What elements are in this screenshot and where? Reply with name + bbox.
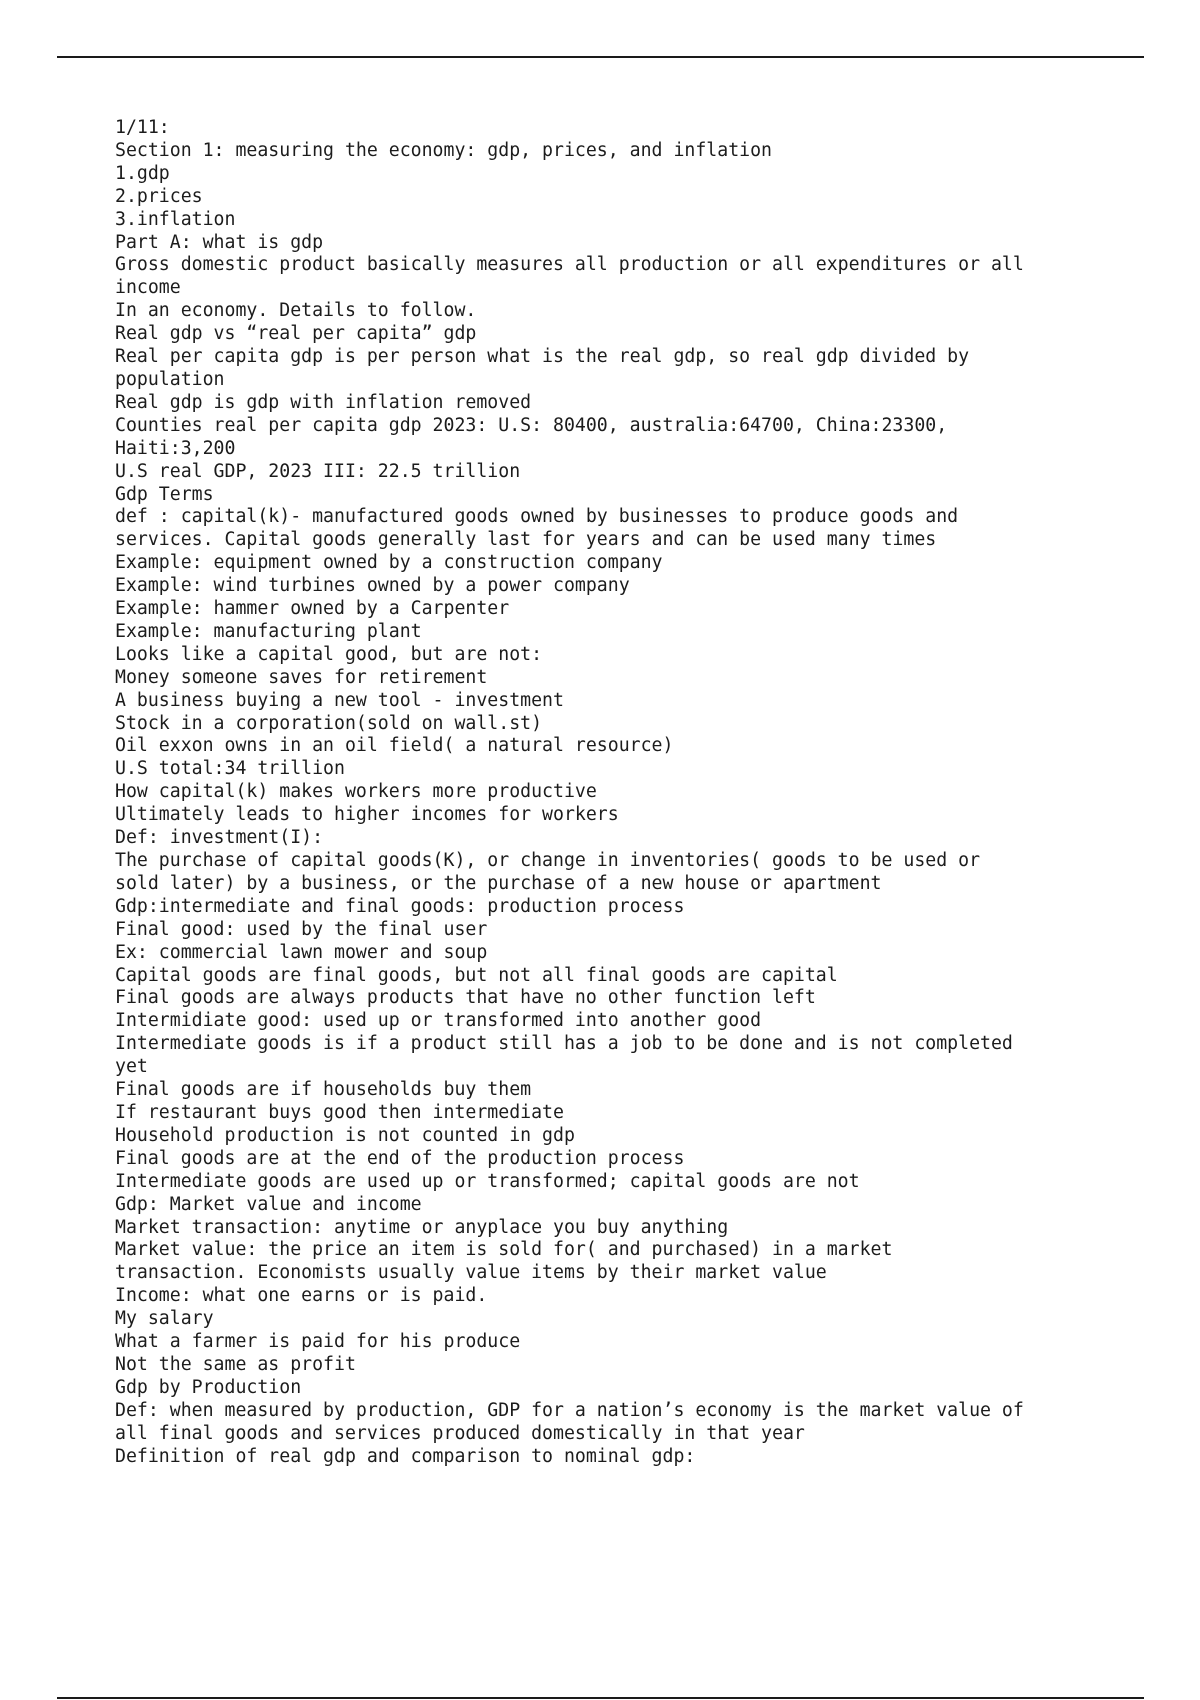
note-line: U.S real GDP, 2023 III: 22.5 trillion (115, 460, 521, 482)
note-line: services. Capital goods generally last for years and can be used many times (115, 529, 937, 551)
note-line: population (115, 368, 225, 390)
note-line: transaction. Economists usually value items by their market value (115, 1262, 827, 1284)
note-line: sold later) by a business, or the purchase of a new house or apartment (115, 872, 882, 894)
note-line: Section 1: measuring the economy: gdp, prices, and inflation (115, 139, 772, 161)
note-line: Part A: what is gdp (115, 231, 324, 253)
note-line: Market transaction: anytime or anyplace you buy anything (115, 1216, 729, 1238)
note-line: Household production is not counted in gdp (115, 1124, 575, 1146)
note-line: Counties real per capita gdp 2023: U.S: 80400, australia:64700, China:23300, (115, 414, 948, 436)
note-line: Def: when measured by production, GDP for a nation’s economy is the market value of (115, 1399, 1024, 1421)
note-line: Def: investment(I): (115, 827, 324, 849)
note-line: income (115, 277, 181, 299)
note-line: Example: hammer owned by a Carpenter (115, 598, 510, 620)
header-rule (57, 56, 1144, 58)
note-line: def : capital(k)- manufactured goods owned by businesses to produce goods and (115, 506, 959, 528)
note-line: Example: equipment owned by a construction company (115, 552, 663, 574)
notes-body (115, 117, 1155, 1468)
note-line: Gross domestic product basically measures all production or all expenditures or all (115, 254, 1024, 276)
note-line: Final goods are if households buy them (115, 1079, 532, 1101)
note-line: If restaurant buys good then intermediate (115, 1101, 564, 1123)
note-line: Ultimately leads to higher incomes for workers (115, 804, 619, 826)
note-line: My salary (115, 1308, 214, 1330)
note-line: Intermediate goods is if a product still has a job to be done and is not completed (115, 1033, 1013, 1055)
note-line: 2.prices (115, 185, 203, 207)
note-line: Final good: used by the final user (115, 918, 488, 940)
note-line: Oil exxon owns in an oil field( a natural resource) (115, 735, 674, 757)
note-line: Looks like a capital good, but are not: (115, 643, 543, 665)
footer-rule (57, 1697, 1144, 1699)
note-line: Income: what one earns or is paid. (115, 1285, 488, 1307)
note-line: Not the same as profit (115, 1353, 356, 1375)
note-line: Market value: the price an item is sold for( and purchased) in a market (115, 1239, 893, 1261)
note-line: 1/11: (115, 117, 170, 138)
note-line: The purchase of capital goods(K), or change in inventories( goods to be used or (115, 850, 981, 871)
note-line: What a farmer is paid for his produce (115, 1331, 521, 1353)
note-line: Example: wind turbines owned by a power company (115, 575, 630, 597)
note-line: 3.inflation (115, 208, 236, 230)
note-line: Gdp Terms (115, 483, 214, 505)
note-line: Stock in a corporation(sold on wall.st) (115, 712, 543, 734)
note-line: Real gdp is gdp with inflation removed (115, 391, 532, 413)
note-line: Gdp by Production (115, 1376, 302, 1398)
note-line: Gdp:intermediate and final goods: production process (115, 895, 685, 917)
note-line: How capital(k) makes workers more productive (115, 781, 597, 803)
note-line: all final goods and services produced domestically in that year (115, 1422, 805, 1444)
note-line: A business buying a new tool - investment (115, 689, 564, 711)
note-line: 1.gdp (115, 162, 170, 184)
note-line: Final goods are at the end of the production process (115, 1147, 685, 1169)
note-line: In an economy. Details to follow. (115, 300, 477, 322)
note-line: Intermediate goods are used up or transformed; capital goods are not (115, 1170, 860, 1192)
note-line: Intermidiate good: used up or transformed into another good (115, 1010, 762, 1032)
note-line: Gdp: Market value and income (115, 1193, 422, 1215)
note-line: yet (115, 1056, 148, 1078)
note-line: Final goods are always products that have no other function left (115, 987, 816, 1009)
note-line: Ex: commercial lawn mower and soup (115, 941, 488, 963)
note-line: U.S total:34 trillion (115, 758, 345, 780)
note-line: Real gdp vs “real per capita” gdp (115, 323, 477, 345)
note-line: Haiti:3,200 (115, 437, 236, 459)
note-line: Definition of real gdp and comparison to nominal gdp: (115, 1445, 696, 1467)
note-line: Money someone saves for retirement (115, 666, 488, 688)
note-line: Real per capita gdp is per person what is the real gdp, so real gdp divided by (115, 346, 970, 368)
note-line: Example: manufacturing plant (115, 620, 422, 642)
note-line: Capital goods are final goods, but not all final goods are capital (115, 964, 838, 986)
